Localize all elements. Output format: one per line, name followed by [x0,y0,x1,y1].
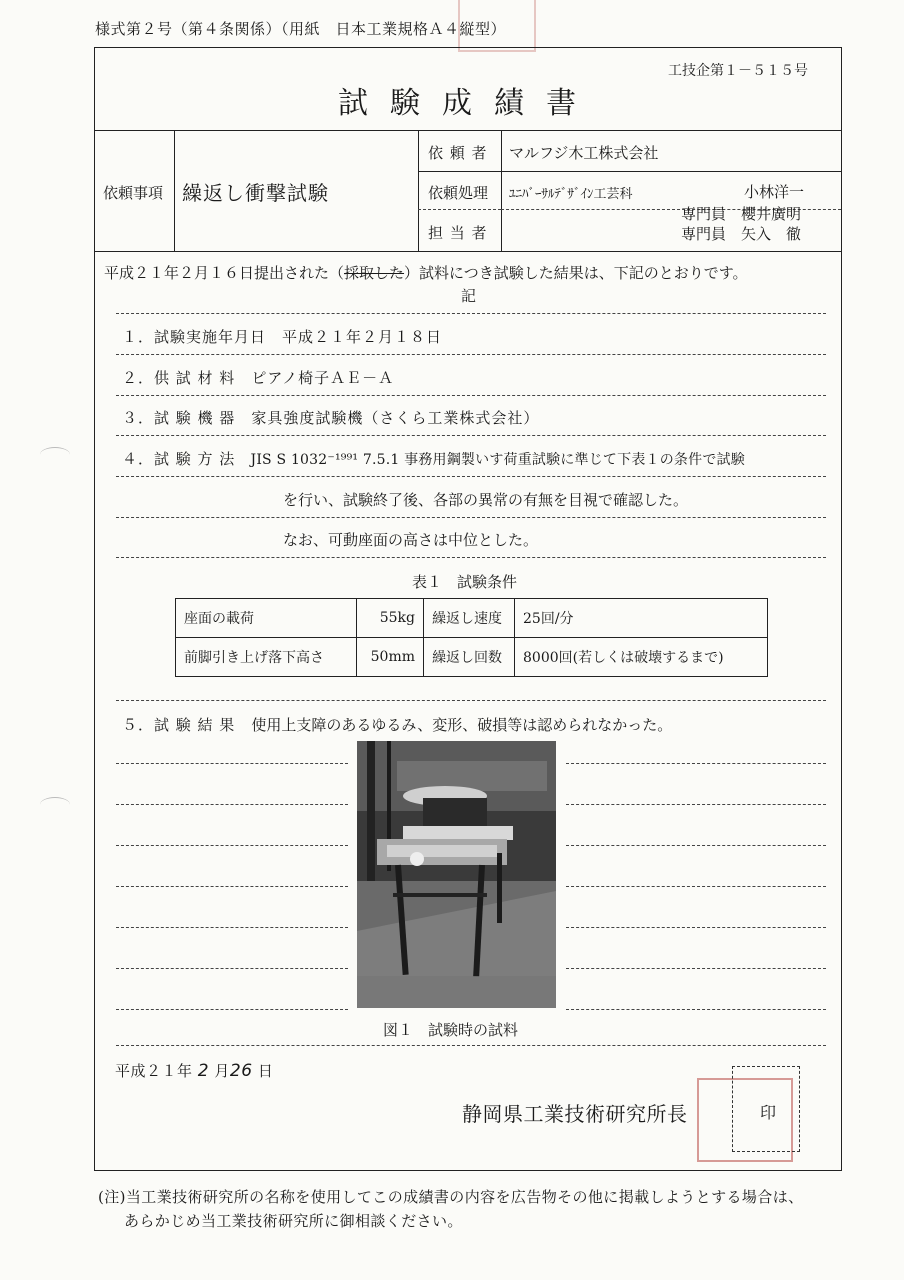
dotted-rule [116,557,826,558]
item-value: ピアノ椅子ＡＥ－Ａ [251,369,395,387]
issue-date [115,1060,273,1081]
client-value: マルフジ木工株式会社 [509,144,659,162]
cond-key: 繰返し回数 [424,638,515,677]
dotted-rule [116,968,348,969]
punch-hole-mark [40,447,70,462]
rule [95,251,841,252]
item-value: 家具強度試験機（さくら工業株式会社） [251,409,540,427]
item-value: 使用上支障のあるゆるみ、変形、破損等は認められなかった。 [251,716,673,734]
dotted-rule [116,517,826,518]
ki-mark: 記 [461,287,477,305]
dotted-rule [116,1009,348,1010]
dotted-rule [566,763,826,764]
rule [418,130,419,251]
top-seal-stamp [458,0,536,52]
item-2 [122,367,394,388]
document-number: 工技企第１－５１５号 [668,63,808,79]
piano-stool-photo-illustration [357,741,556,1008]
item-3 [122,407,539,428]
dotted-rule [566,804,826,805]
processing-department: ﾕﾆﾊﾞｰｻﾙﾃﾞｻﾞｲﾝ工芸科 [509,187,633,202]
table-caption: 表１ 試験条件 [412,573,518,591]
processing-label: 依頼処理 [428,184,489,202]
item-label: １．試験実施年月日 [122,328,267,346]
dotted-rule [566,927,826,928]
dotted-rule [116,1045,826,1046]
method-continued-1: を行い、試験終了後、各部の異常の有無を目視で確認した。 [283,491,689,509]
item-4 [122,448,745,469]
seal-mark: 印 [760,1103,777,1122]
cond-value: 8000回(若しくは破壊するまで) [515,638,768,677]
item-1 [122,326,442,347]
item-label: ５．試 験 結 果 [122,716,236,734]
punch-hole-mark [40,797,70,812]
rule [501,130,502,251]
table-row [176,638,768,677]
table-row [176,599,768,638]
dotted-rule [116,845,348,846]
cond-value: 50mm [357,638,424,677]
method-continued-2: なお、可動座面の高さは中位とした。 [283,531,539,549]
cond-key: 座面の載荷 [176,599,357,638]
issuer-name: 静岡県工業技術研究所長 [462,1102,688,1126]
dotted-rule [116,354,826,355]
dotted-rule [566,886,826,887]
figure-caption: 図１ 試験時の試料 [383,1021,519,1039]
test-sample-photo [357,741,556,1008]
staff-name-1: 小林洋一 [744,183,805,201]
intro-sentence [104,262,748,283]
dotted-rule [116,700,826,701]
cond-value: 55kg [357,599,424,638]
report-title: 試験成績書 [338,86,598,121]
item-value: JIS S 1032⁻¹⁹⁹¹ 7.5.1 事務用鋼製いす荷重試験に準じて下表１の条件で試験 [250,452,745,468]
dotted-rule [566,845,826,846]
item-label: ２．供 試 材 料 [122,369,236,387]
request-item-label: 依頼事項 [103,184,164,202]
item-value: 平成２１年２月１８日 [282,328,443,346]
date-prefix: 平成２１年 [115,1062,193,1080]
date-mid: 月 [214,1062,230,1080]
dotted-rule [116,927,348,928]
dotted-rule [116,476,826,477]
item-5 [122,714,672,735]
rule [418,171,841,172]
date-month: 2 [197,1061,210,1081]
intro-text: 平成２１年２月１６日提出された（ [104,264,345,282]
cond-key: 繰返し速度 [424,599,515,638]
dotted-rule [116,886,348,887]
dotted-rule [566,1009,826,1010]
staff-name-3: 専門員 矢入 徹 [681,225,802,243]
cond-value: 25回/分 [515,599,768,638]
struck-text: 採取した [344,264,405,282]
rule [95,130,841,131]
dotted-rule [116,763,348,764]
date-day: 26 [229,1061,253,1081]
rule [418,209,501,210]
dotted-rule [116,804,348,805]
request-item-value: 繰返し衝撃試験 [182,181,329,205]
footnote-line-2: あらかじめ当工業技術研究所に御相談ください。 [124,1212,463,1230]
dotted-rule [116,435,826,436]
form-number: 様式第２号（第４条関係）（用紙 日本工業規格Ａ４縦型） [95,20,507,38]
item-label: ３．試 験 機 器 [122,409,236,427]
conditions-table [175,598,768,677]
staff-name-2: 専門員 櫻井廣明 [681,205,802,223]
cond-key: 前脚引き上げ落下高さ [176,638,357,677]
intro-text-end: ）試料につき試験した結果は、下記のとおりです。 [404,264,748,282]
staff-label: 担 当 者 [428,224,488,242]
dotted-rule [566,968,826,969]
client-label: 依 頼 者 [428,144,488,162]
item-label: ４．試 験 方 法 [122,450,236,468]
dotted-rule [116,313,826,314]
date-suffix: 日 [257,1062,274,1080]
footnote-line-1: (注)当工業技術研究所の名称を使用してこの成績書の内容を広告物その他に掲載しようとする場合は、 [98,1188,804,1206]
rule [174,130,175,251]
dotted-rule [116,395,826,396]
